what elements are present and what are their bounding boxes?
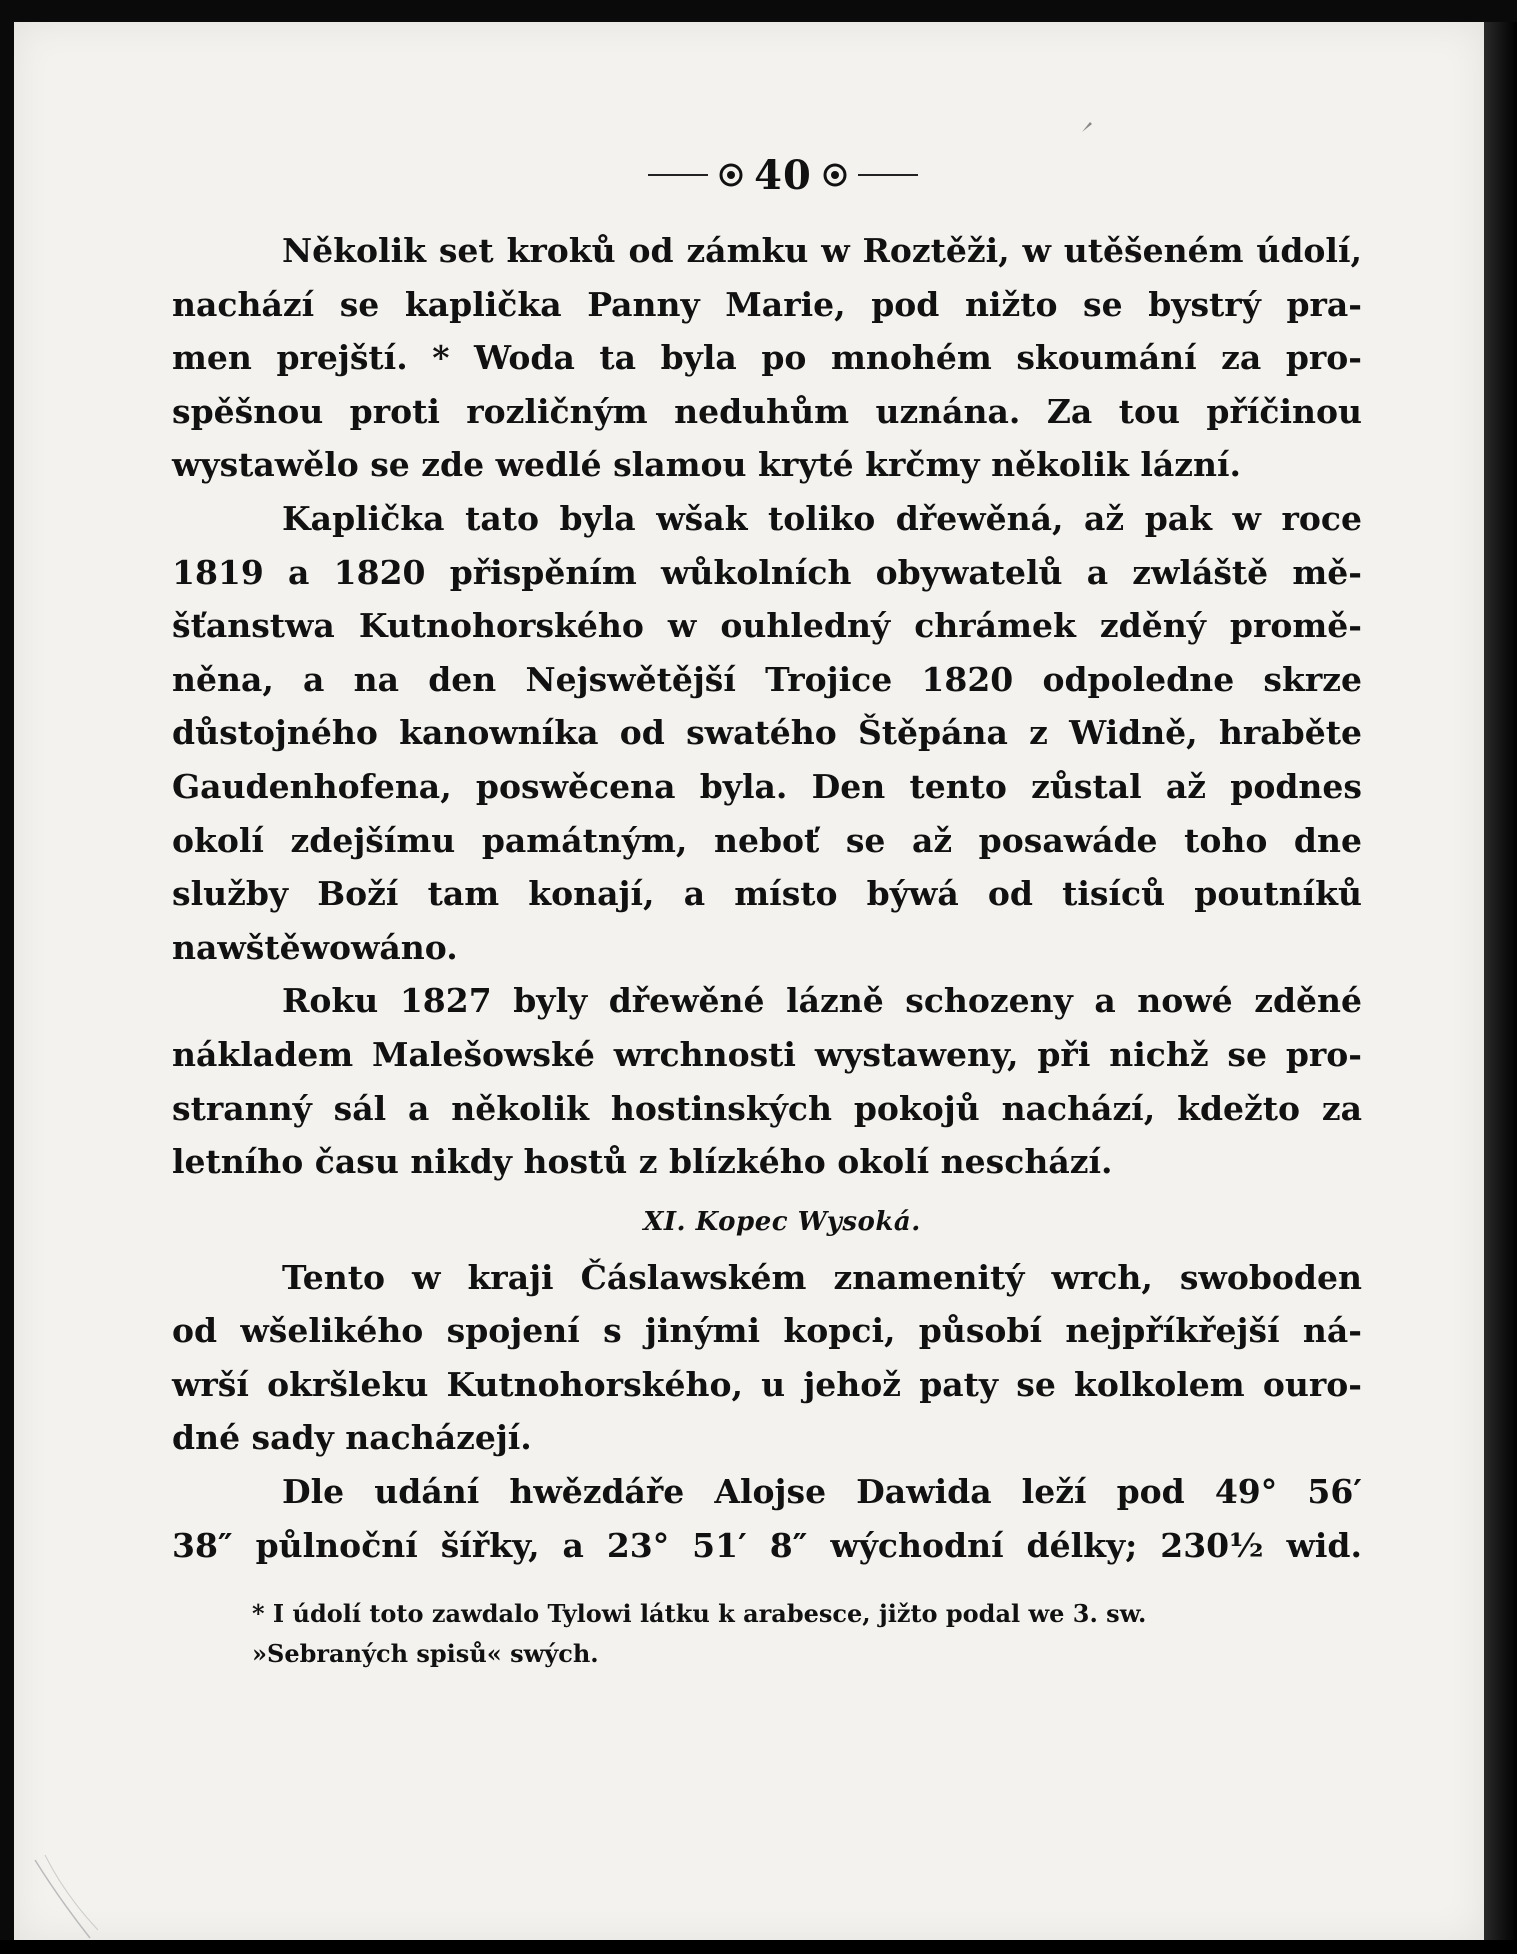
footnote (172, 1594, 1362, 1674)
text-line: nawštěwowáno. (172, 927, 458, 967)
page-text (172, 150, 1362, 1674)
paragraph (172, 974, 1362, 1188)
text-line: Dle udání hwězdáře Alojse Dawida leží pod 49° 56′ (282, 1472, 1362, 1512)
section-heading: XI. Kopec Wysoká. (643, 1206, 921, 1237)
paragraph (172, 492, 1362, 974)
paragraph (172, 224, 1362, 492)
text-line: okolí zdejšímu památným, neboť se až posawáde toho dne (172, 820, 1362, 860)
text-line: služby Boží tam konají, a místo býwá od tisíců poutníků (172, 874, 1362, 914)
text-line: nákladem Malešowské wrchnosti wystaweny, při nichž se pro- (172, 1034, 1362, 1074)
left-rule (648, 174, 708, 176)
text-line: men prejští. * Woda ta byla po mnohém skoumání za pro- (172, 338, 1362, 378)
text-line: od wšelikého spojení s jinými kopci, působí nejpříkřejší ná- (172, 1311, 1362, 1351)
text-line: stranný sál a několik hostinských pokojů nachází, kdežto za (172, 1088, 1362, 1128)
page-header (204, 150, 1362, 200)
text-line: dné sady nacházejí. (172, 1418, 532, 1458)
text-line: důstojného kanowníka od swatého Štěpána z Widně, hraběte (172, 713, 1362, 753)
text-line: wrší okršleku Kutnohorského, u jehož paty se kolkolem ouro- (172, 1364, 1362, 1404)
binding-shadow (1484, 22, 1517, 1954)
text-line: Několik set kroků od zámku w Roztěži, w utěšeném údolí, (282, 231, 1362, 270)
text-line: Gaudenhofena, poswěcena byla. Den tento zůstal až podnes (172, 766, 1362, 806)
bottom-shadow (0, 1940, 1517, 1954)
text-line: Tento w kraji Čáslawském znamenitý wrch, swoboden (282, 1257, 1362, 1297)
text-line: wystawělo se zde wedlé slamou kryté krčmy několik lázní. (172, 445, 1242, 485)
paragraph (172, 1251, 1362, 1465)
ornament-right-icon (822, 162, 848, 188)
footnote-line: »Sebraných spisů« swých. (252, 1639, 599, 1669)
footnote-line: * I údolí toto zawdalo Tylowi látku k arabesce, jižto podal we 3. sw. (252, 1599, 1147, 1629)
ornament-left-icon (718, 162, 744, 188)
text-line: 1819 a 1820 přispěním wůkolních obywatelů a zwláště mě- (172, 552, 1362, 592)
text-line: 38″ půlnoční šířky, a 23° 51′ 8″ wýchodní délky; 230½ wid. (172, 1525, 1362, 1565)
paper-crease-mark (30, 1850, 100, 1940)
text-line: Kaplička tato byla wšak toliko dřewěná, až pak w roce (282, 498, 1362, 538)
text-line: nachází se kaplička Panny Marie, pod nižto se bystrý pra- (172, 284, 1362, 324)
text-line: šťanstwa Kutnohorského w ouhledný chrámek zděný promě- (172, 606, 1362, 646)
paragraph (172, 1465, 1362, 1572)
page-number: 40 (754, 151, 812, 199)
text-line: letního času nikdy hostů z blízkého okolí neschází. (172, 1142, 1113, 1182)
ink-speck-icon (1080, 120, 1094, 134)
text-line: Roku 1827 byly dřewěné lázně schozeny a nowé zděné (282, 981, 1362, 1021)
text-line: něna, a na den Nejswětější Trojice 1820 odpoledne skrze (172, 659, 1362, 699)
text-line: spěšnou proti rozličným neduhům uznána. Za tou příčinou (172, 391, 1362, 431)
right-rule (858, 174, 918, 176)
